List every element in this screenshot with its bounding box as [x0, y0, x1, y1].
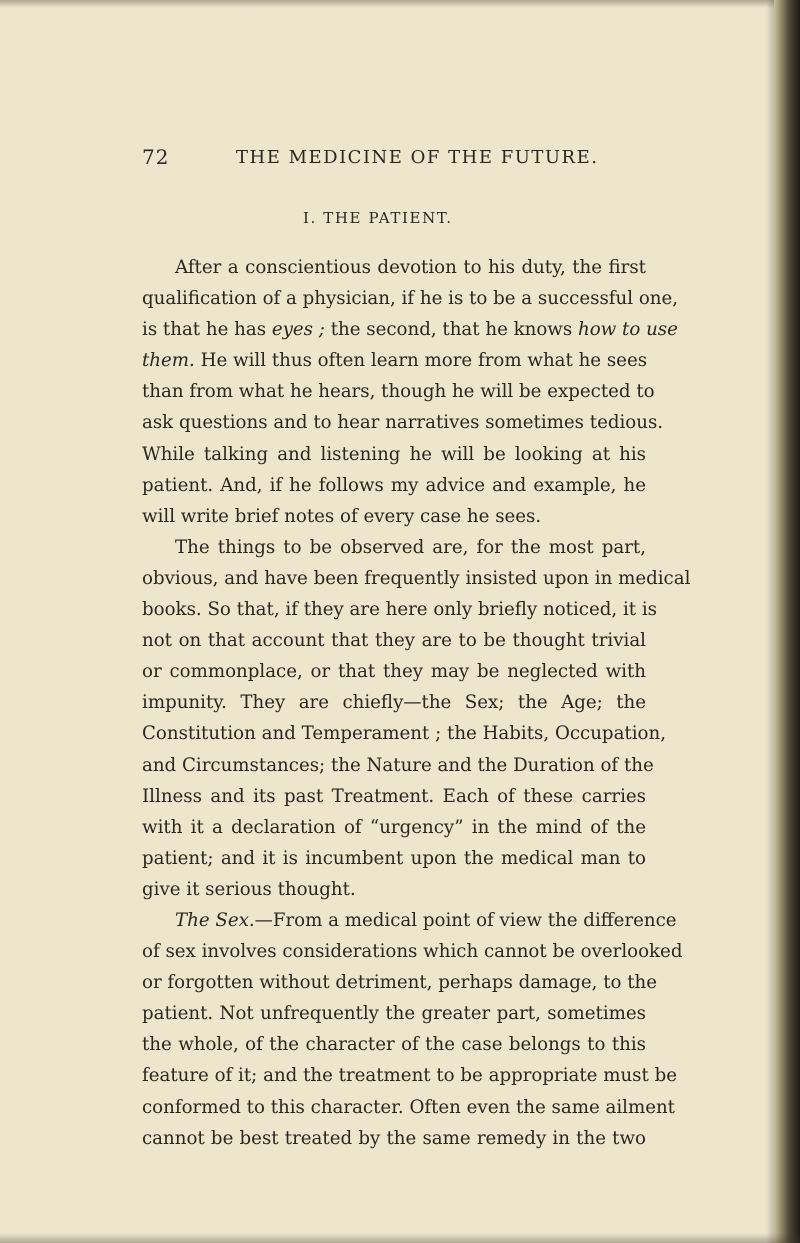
text-line: obvious, and have been frequently insisted upon in medical	[142, 567, 691, 589]
text-fragment: is that he has	[142, 319, 267, 341]
text-line	[142, 314, 678, 345]
running-head: THE MEDICINE OF THE FUTURE.	[236, 147, 599, 168]
text-line: will write brief notes of every case he sees.	[142, 505, 542, 527]
text-line: impunity. They are chiefly—the Sex; the Age; the	[142, 692, 646, 714]
text-line: Illness and its past Treatment. Each of these carries	[142, 785, 646, 807]
text-line: the whole, of the character of the case belongs to this	[142, 1034, 646, 1056]
text-line	[142, 345, 646, 376]
text-line: patient. And, if he follows my advice and example, he	[142, 474, 646, 496]
text-line: ask questions and to hear narratives sometimes tedious.	[142, 412, 664, 434]
text-line: or commonplace, or that they may be neglected with	[142, 661, 646, 683]
page-number: 72	[142, 145, 170, 169]
italic-fragment: how to use	[578, 319, 678, 341]
gutter-shadow	[766, 0, 774, 1243]
text-line: patient. Not unfrequently the greater part, sometimes	[142, 1003, 646, 1025]
italic-fragment: The Sex.	[175, 909, 255, 931]
italic-fragment: eyes ;	[271, 319, 325, 341]
text-line	[142, 905, 677, 936]
bottom-edge-shadow	[0, 1233, 800, 1243]
text-line: While talking and listening he will be looking at his	[142, 443, 646, 465]
text-line: of sex involves considerations which cannot be overlooked	[142, 941, 683, 963]
text-line: with it a declaration of “urgency” in the mind of the	[142, 816, 646, 838]
text-line: qualification of a physician, if he is to be a successful one,	[142, 288, 679, 310]
text-line: Constitution and Temperament ; the Habits, Occupation,	[142, 723, 666, 745]
text-line: The things to be observed are, for the most part,	[175, 536, 646, 558]
text-line: cannot be best treated by the same remedy in the two	[142, 1127, 646, 1149]
section-heading: I. THE PATIENT.	[303, 209, 453, 227]
italic-fragment: them.	[142, 350, 195, 372]
text-fragment: He will thus often learn more from what he sees	[200, 350, 648, 372]
text-fragment: —From a medical point of view the difference	[254, 909, 677, 931]
text-line: or forgotten without detriment, perhaps damage, to the	[142, 972, 658, 994]
text-line: conformed to this character. Often even the same ailment	[142, 1096, 675, 1118]
text-line: give it serious thought.	[142, 878, 356, 900]
book-spine	[774, 0, 800, 1243]
text-fragment: the second, that he knows	[330, 319, 573, 341]
text-line: After a conscientious devotion to his duty, the first	[175, 257, 646, 278]
text-line: than from what he hears, though he will be expected to	[142, 381, 655, 403]
text-line: patient; and it is incumbent upon the medical man to	[142, 847, 646, 869]
text-line: books. So that, if they are here only briefly noticed, it is	[142, 599, 657, 621]
text-line: not on that account that they are to be thought trivial	[142, 630, 646, 652]
text-line: and Circumstances; the Nature and the Duration of the	[142, 754, 654, 776]
top-edge-shadow	[0, 0, 800, 8]
text-line: feature of it; and the treatment to be appropriate must be	[142, 1065, 678, 1087]
body-text	[142, 252, 691, 1154]
